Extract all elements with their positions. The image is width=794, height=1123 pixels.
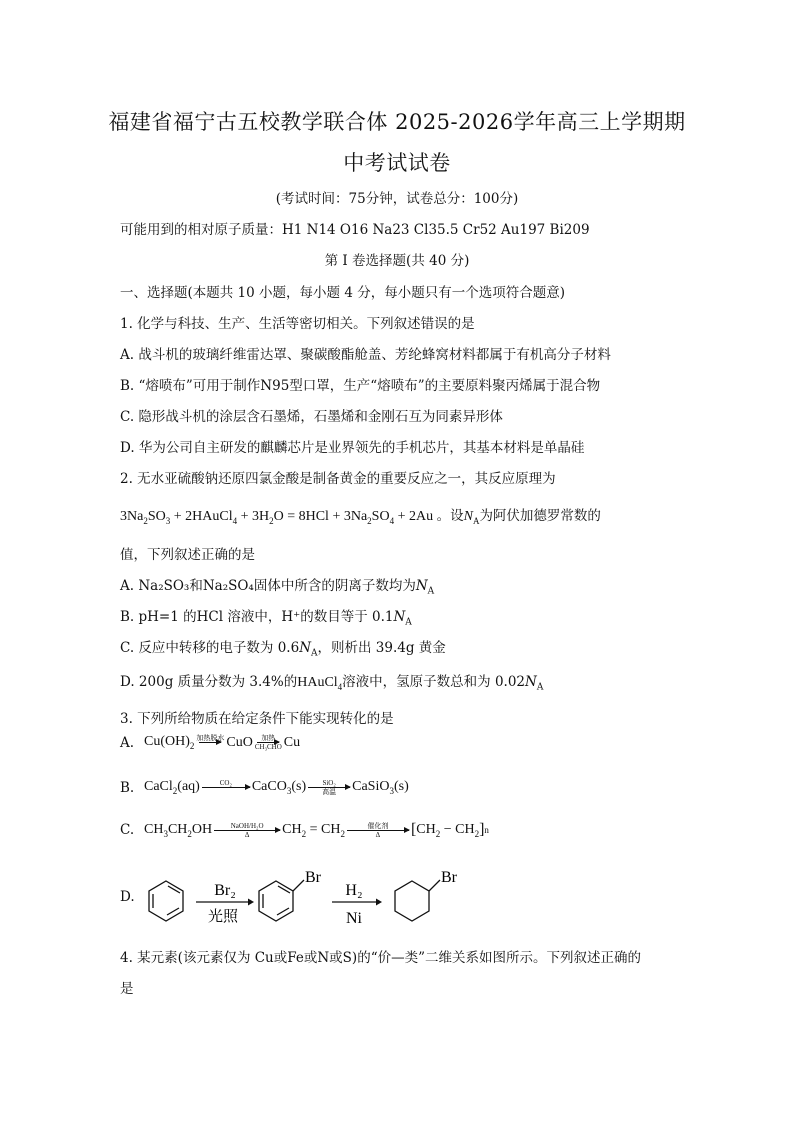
q2-option-b: B. pH=1 的HCl 溶液中，H⁺的数目等于 $0.1N_A$ <box>120 609 412 628</box>
q3-c-arrow-1: NaOH/H₂O Δ <box>214 822 280 839</box>
q3-c-label: C. <box>120 822 135 838</box>
bromobenzene-structure <box>259 880 304 921</box>
q3-d-arrow2-top: H₂ <box>345 882 363 899</box>
q1-option-a: A. 战斗机的玻璃纤维雷达罩、聚碳酸酯舱盖、芳纶蜂窝材料都属于有机高分子材料 <box>120 347 611 363</box>
q3-option-b: B. CaCl$_2$(aq) CO₂ CaCO$_3$(s) SiO₂ 高温 CaSiO$_3$(s) <box>120 779 409 796</box>
benzene-structure <box>149 881 183 921</box>
q2-option-d-tail: 溶液中，氢原子数总和为 0.02 <box>342 674 526 690</box>
q2-option-c: C. 反应中转移的电子数为 $0.6N_A$，则析出 39.4g 黄金 <box>120 640 446 659</box>
q3-b-arrow-1: CO₂ <box>202 779 250 796</box>
q1-option-b: B. “熔喷布”可用于制作N95型口罩，生产“熔喷布”的主要原料聚丙烯属于混合物 <box>120 378 601 394</box>
q2-option-a: A. Na₂SO₃和Na₂SO₄固体中所含的阴离子数均为$N_A$ <box>120 578 435 597</box>
q3-option-a: A. $Cu(OH)_2$ 加热脱水 CuO 加热 CH₃CHO Cu <box>120 734 301 751</box>
q3-b-label: B. <box>120 779 135 796</box>
q3-d-arrow2-bot: Ni <box>346 910 362 927</box>
atomic-masses: 可能用到的相对原子质量：H1 N14 O16 Na23 Cl35.5 Cr52 Au197 Bi209 <box>120 222 590 238</box>
q2-na-phrase: 为阿伏加德罗常数的 <box>479 508 601 524</box>
q2-equation: $3Na_2SO_3$ + 2HAuCl$_4$ + $3H_2O = 8HCl + 3Na_2SO_4 + 2Au$ 。设$N_A$为阿伏加德罗常数的 <box>120 508 601 526</box>
q3-d-arrow1-top: Br₂ <box>214 882 236 899</box>
q2-option-a-text: A. Na₂SO₃和Na₂SO₄固体中所含的阴离子数均为 <box>120 578 416 594</box>
q3-option-d-scheme <box>120 868 480 934</box>
bromocyclohexane-structure <box>395 880 440 921</box>
q3-d-br-2: Br <box>441 869 457 886</box>
q2-option-b-text: B. pH=1 的HCl 溶液中，H⁺的数目等于 0.1 <box>120 609 394 625</box>
exam-title-line2: 中考试试卷 <box>343 151 451 175</box>
q2-stem: 2. 无水亚硫酸钠还原四氯金酸是制备黄金的重要反应之一，其反应原理为 <box>120 471 556 487</box>
q2-option-d-text: D. 200g 质量分数为 3.4%的 <box>120 674 298 690</box>
q1-option-d: D. 华为公司自主研发的麒麟芯片是业界领先的手机芯片，其基本材料是单晶硅 <box>120 440 585 456</box>
q2-equation-tail: 。设 <box>436 508 464 524</box>
q3-stem: 3. 下列所给物质在给定条件下能实现转化的是 <box>120 711 394 727</box>
q3-c-arrow-2: 催化剂 Δ <box>347 822 409 839</box>
q2-option-c-tail: ，则析出 39.4g 黄金 <box>317 640 446 656</box>
q3-a-arrow-2: 加热 CH₃CHO <box>254 734 282 751</box>
q3-d-br-1: Br <box>305 869 321 886</box>
q2-option-c-text: C. 反应中转移的电子数为 0.6 <box>120 640 300 656</box>
q1-option-c: C. 隐形战斗机的涂层含石墨烯，石墨烯和金刚石互为同素异形体 <box>120 409 503 425</box>
q3-d-label: D. <box>120 889 135 905</box>
q4-stem-line1: 4. 某元素(该元素仅为 Cu或Fe或N或S)的“价—类”二维关系如图所示。下列叙述正确的 <box>120 950 642 966</box>
exam-title-line1: 福建省福宁古五校教学联合体 2025-2026学年高三上学期期 <box>108 110 686 134</box>
part1-heading: 第 I 卷选择题(共 40 分) <box>324 253 470 269</box>
q3-d-arrow1-bot: 光照 <box>207 907 239 925</box>
section1-heading: 一、选择题(本题共 10 小题，每小题 4 分，每小题只有一个选项符合题意) <box>120 285 565 301</box>
q2-option-d: D. 200g 质量分数为 3.4%的HAuCl$_4$溶液中，氢原子数总和为 $0.02N_A$ <box>120 674 544 693</box>
q3-b-arrow-2: SiO₂ 高温 <box>308 779 350 796</box>
q3-a-arrow-1: 加热脱水 <box>196 734 225 742</box>
q2-stem-cont: 值，下列叙述正确的是 <box>120 547 255 563</box>
q4-stem-line2: 是 <box>120 981 134 997</box>
q1-stem: 1. 化学与科技、生产、生活等密切相关。下列叙述错误的是 <box>120 316 475 332</box>
exam-info: (考试时间：75分钟，试卷总分：100分) <box>275 191 519 207</box>
q3-a-label: A. <box>120 734 135 751</box>
q3-option-c: C. $CH_3CH_2OH$ NaOH/H₂O Δ $CH_2 = CH_2$ 催化剂 Δ [ $CH_2 - CH_2$ ] n <box>120 821 489 839</box>
